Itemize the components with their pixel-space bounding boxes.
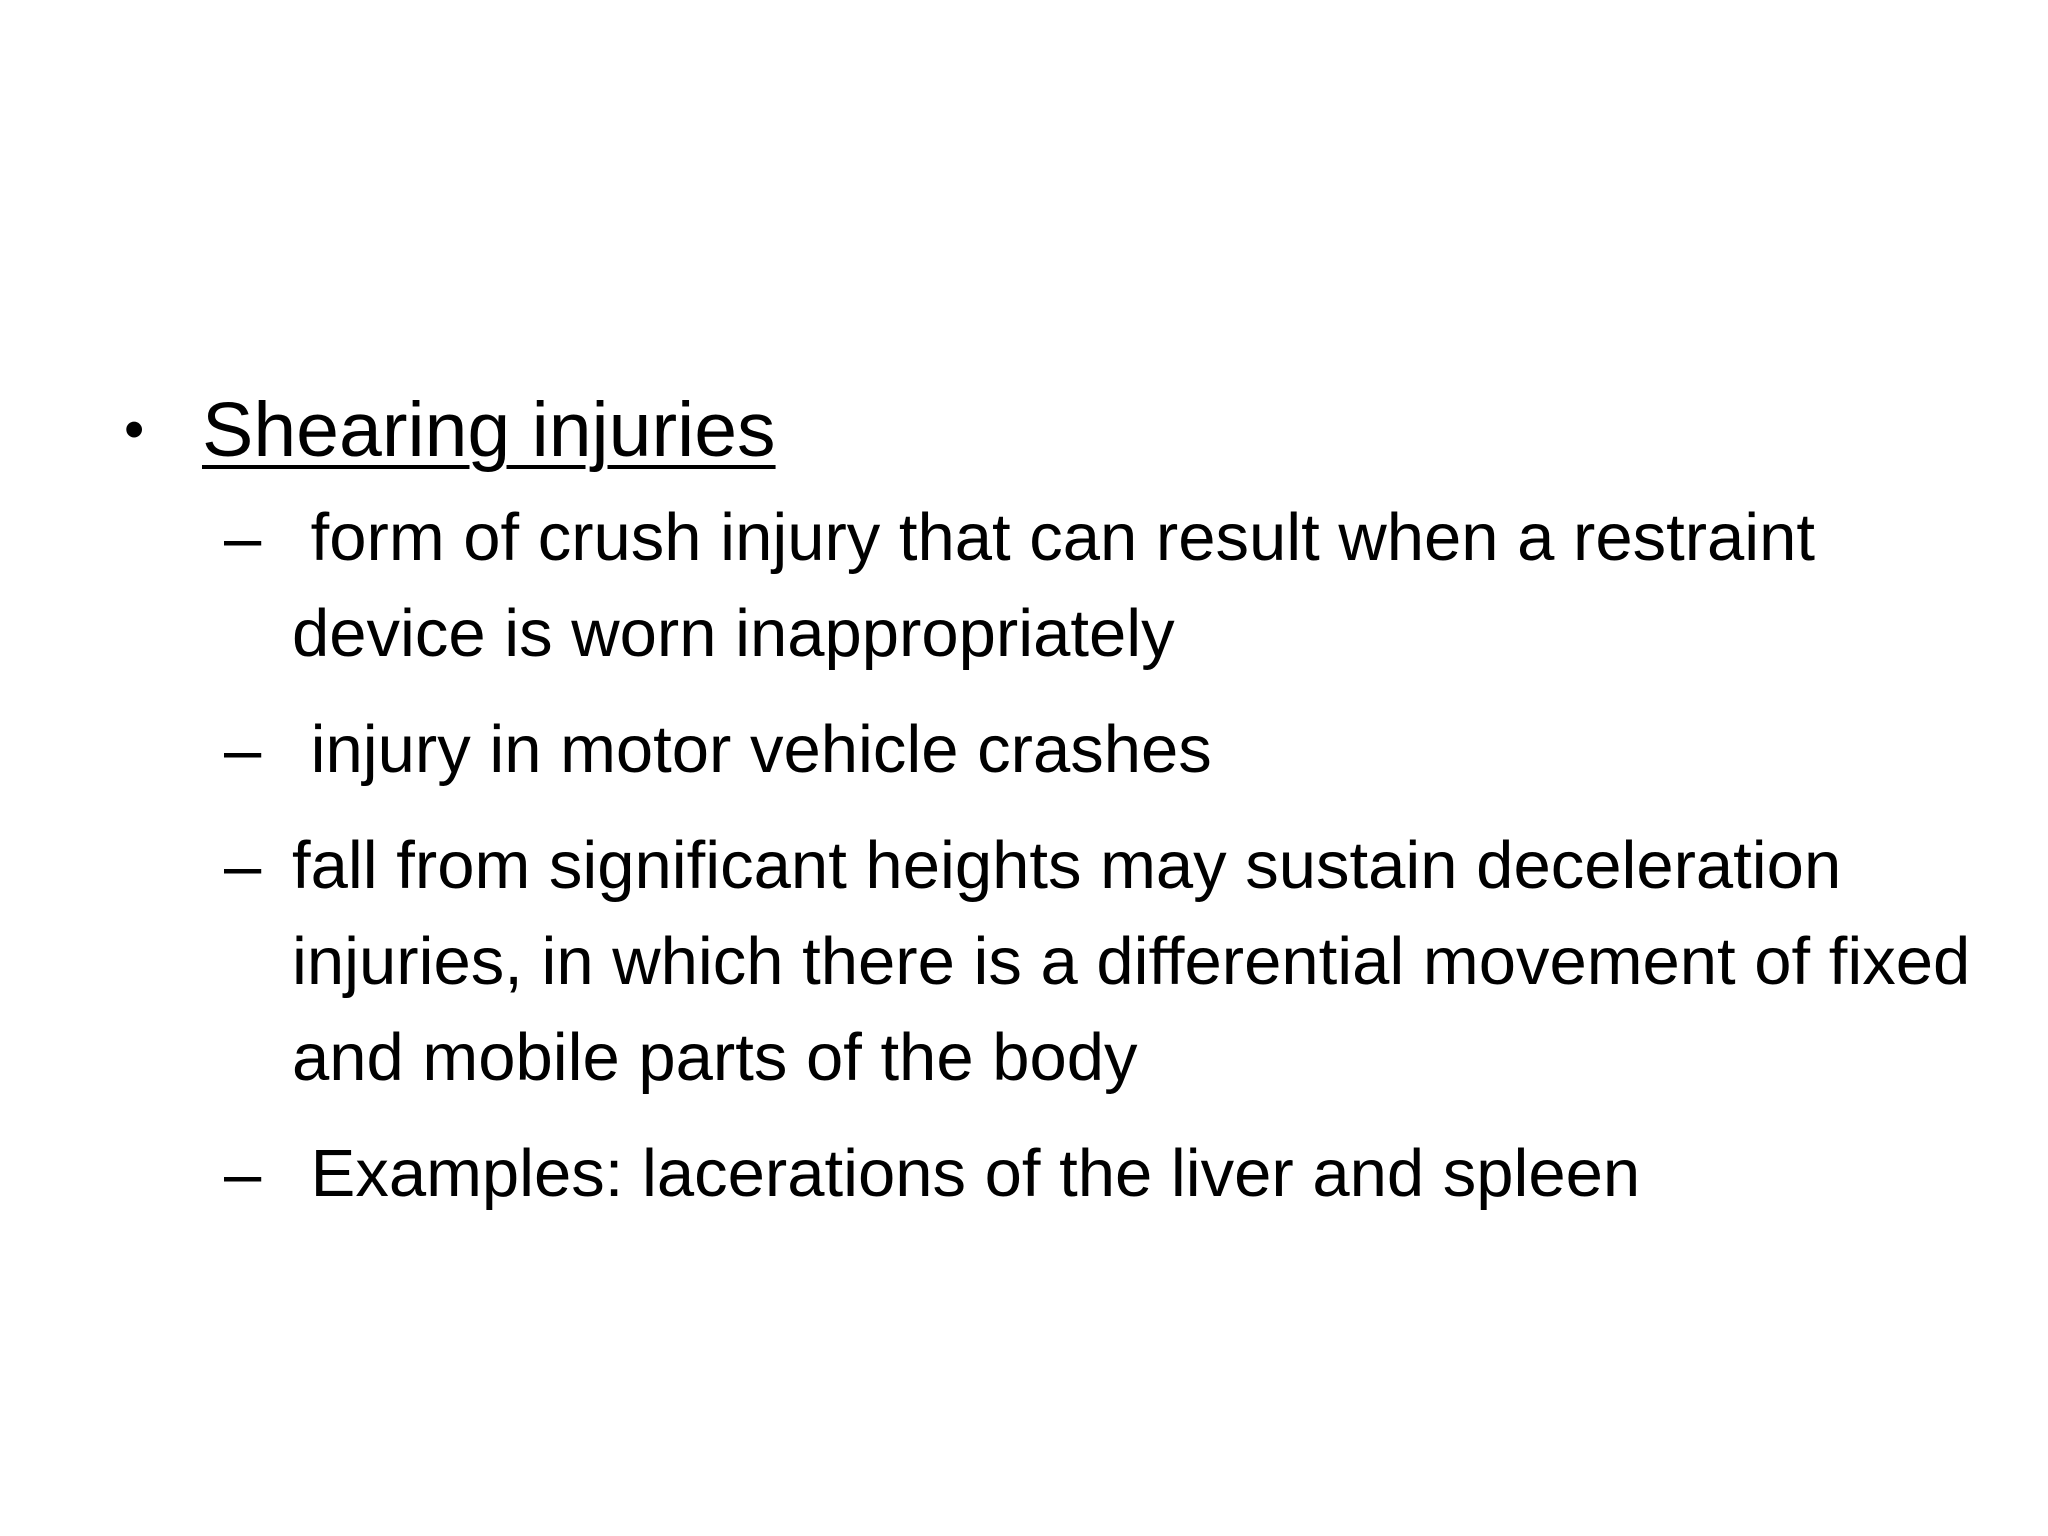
- dash-marker: –: [224, 1136, 262, 1211]
- bullet-heading: Shearing injuries: [202, 387, 776, 473]
- sub-bullet-item: [120, 702, 1980, 798]
- bullet-item: [120, 382, 1980, 478]
- sub-bullet-text: form of crush injury that can result when a restraint device is worn inappropriately: [292, 500, 1834, 671]
- slide-body: [120, 382, 1989, 1242]
- dash-marker: –: [224, 500, 262, 575]
- sub-bullet-item: [120, 1126, 1980, 1222]
- dash-marker: –: [224, 712, 262, 787]
- sub-bullet-text: Examples: lacerations of the liver and spleen: [292, 1136, 1641, 1211]
- sub-bullet-item: [120, 490, 1980, 682]
- sub-bullet-item: [120, 818, 1989, 1106]
- bullet-marker: •: [124, 397, 145, 462]
- dash-marker: –: [224, 828, 262, 903]
- sub-bullet-text: injury in motor vehicle crashes: [292, 712, 1212, 787]
- sub-bullet-list: [120, 490, 1989, 1222]
- sub-bullet-text: fall from significant heights may sustain deceleration injuries, in which there is a differential movement of fixed and mobile parts of the body: [292, 828, 1989, 1095]
